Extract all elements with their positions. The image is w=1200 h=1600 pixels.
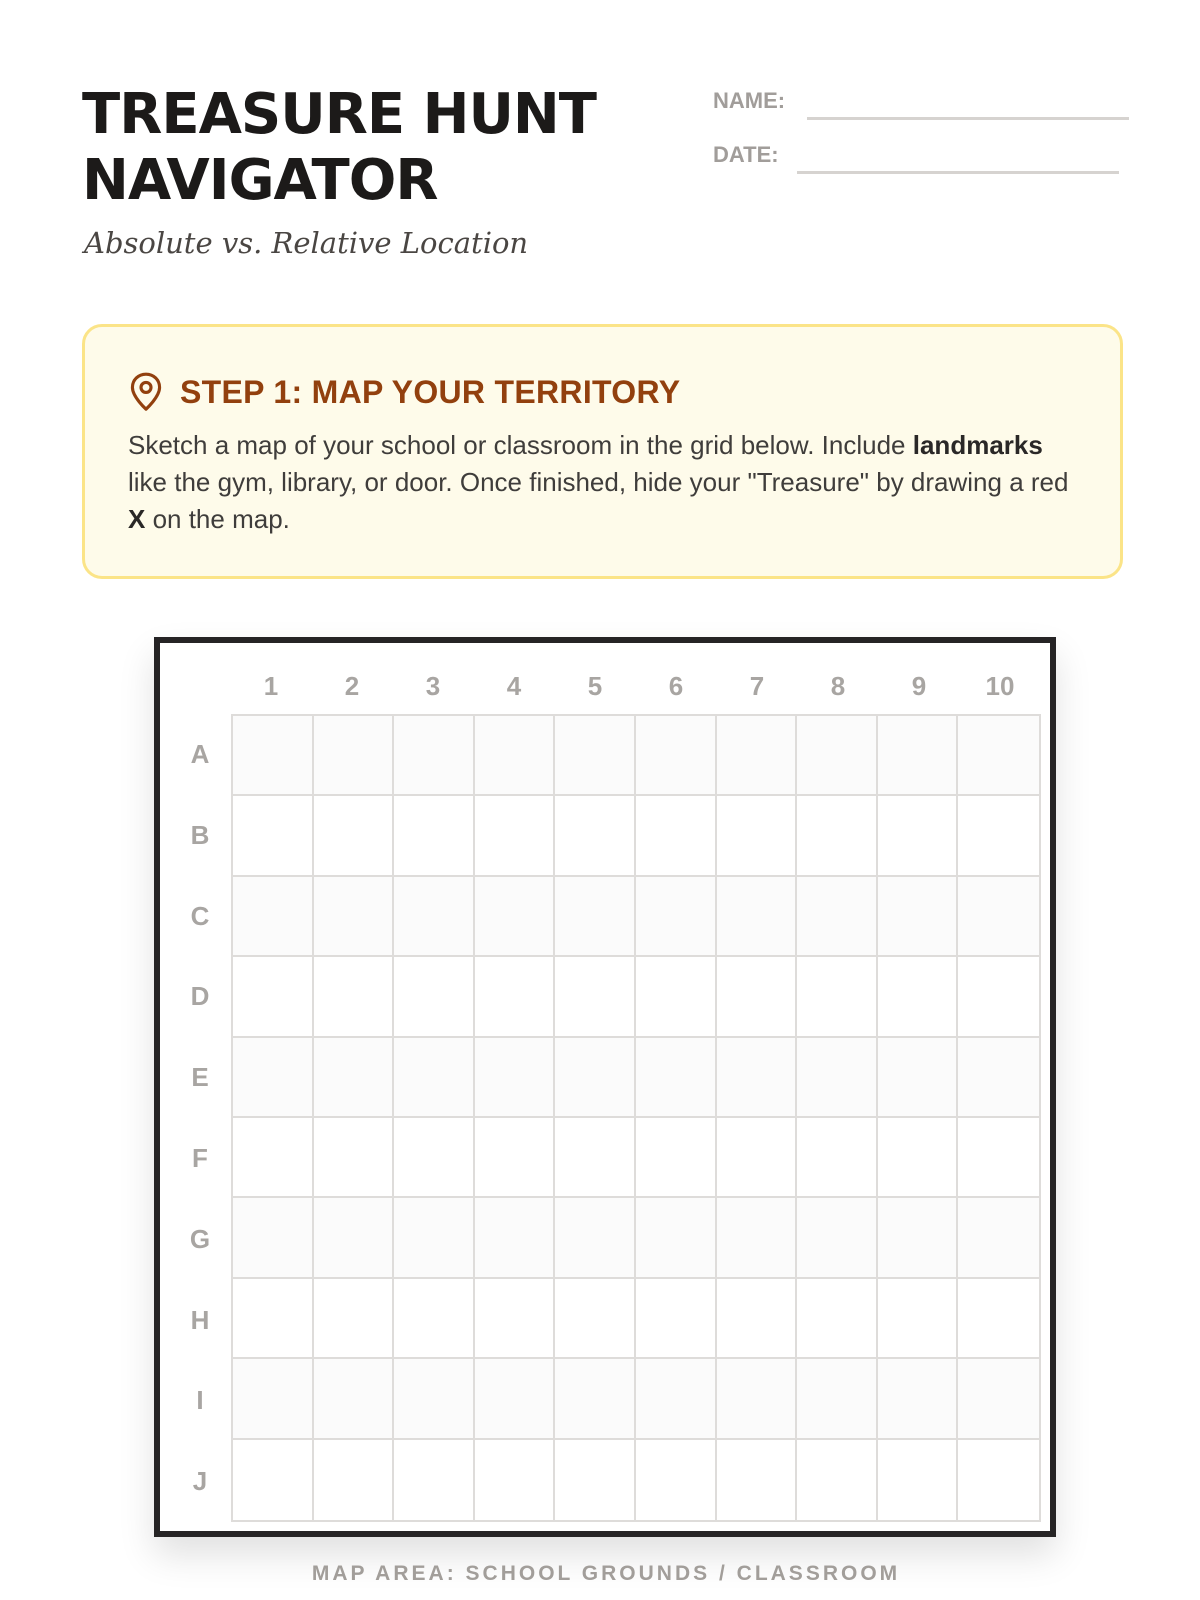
grid-cell[interactable] <box>233 1038 314 1118</box>
grid-cell[interactable] <box>797 1038 878 1118</box>
row-label: H <box>190 1304 210 1335</box>
grid-cell[interactable] <box>475 1359 556 1439</box>
grid-cell[interactable] <box>797 1279 878 1359</box>
row-label: G <box>189 1223 211 1254</box>
grid-cell[interactable] <box>475 796 556 876</box>
instructions-text-3: on the map. <box>145 504 290 534</box>
grid-cell[interactable] <box>636 1118 717 1198</box>
map-frame <box>154 637 1056 1537</box>
grid-cell[interactable] <box>636 877 717 957</box>
instructions-text-2: like the gym, library, or door. Once finished, hide your "Treasure" by drawing a red <box>128 467 1069 497</box>
grid-cell[interactable] <box>314 716 395 796</box>
grid-cell[interactable] <box>797 1440 878 1520</box>
grid-cell[interactable] <box>394 796 475 876</box>
grid-cell[interactable] <box>878 1118 959 1198</box>
grid-cell[interactable] <box>636 716 717 796</box>
grid-cell[interactable] <box>314 877 395 957</box>
column-label: 5 <box>587 671 603 701</box>
grid-cell[interactable] <box>717 957 798 1037</box>
grid-cell[interactable] <box>717 796 798 876</box>
grid-cell[interactable] <box>797 877 878 957</box>
grid-cell[interactable] <box>555 957 636 1037</box>
grid-cell[interactable] <box>717 1198 798 1278</box>
grid-cell[interactable] <box>878 957 959 1037</box>
row-label: E <box>191 1062 209 1093</box>
grid-cell[interactable] <box>717 1359 798 1439</box>
column-label: 4 <box>506 671 522 701</box>
grid-cell[interactable] <box>636 1359 717 1439</box>
grid-cell[interactable] <box>878 1440 959 1520</box>
map-grid[interactable] <box>231 714 1041 1522</box>
row-label: A <box>190 739 210 769</box>
date-label: DATE: <box>713 142 779 167</box>
row-label: J <box>192 1466 208 1497</box>
column-label: 6 <box>668 671 684 701</box>
grid-cell[interactable] <box>394 1038 475 1118</box>
grid-cell[interactable] <box>958 1279 1039 1359</box>
grid-cell[interactable] <box>233 716 314 796</box>
instructions-bold-x: X <box>128 504 146 534</box>
row-label: D <box>190 981 210 1012</box>
grid-cell[interactable] <box>233 1279 314 1359</box>
column-label: 10 <box>985 671 1015 701</box>
map-pin-icon <box>128 372 164 412</box>
grid-cell[interactable] <box>636 1440 717 1520</box>
grid-cell[interactable] <box>475 1038 556 1118</box>
column-label: 1 <box>263 671 279 701</box>
grid-cell[interactable] <box>958 957 1039 1037</box>
grid-cell[interactable] <box>555 1038 636 1118</box>
name-label: NAME: <box>713 88 786 113</box>
grid-cell[interactable] <box>555 1198 636 1278</box>
grid-cell[interactable] <box>878 1198 959 1278</box>
grid-cell[interactable] <box>475 716 556 796</box>
grid-cell[interactable] <box>233 877 314 957</box>
grid-cell[interactable] <box>636 796 717 876</box>
date-line[interactable] <box>797 171 1119 174</box>
grid-cell[interactable] <box>958 1038 1039 1118</box>
grid-cell[interactable] <box>878 1359 959 1439</box>
grid-cell[interactable] <box>555 1279 636 1359</box>
grid-cell[interactable] <box>475 877 556 957</box>
grid-cell[interactable] <box>394 1440 475 1520</box>
grid-cell[interactable] <box>797 796 878 876</box>
instructions-bold-landmarks: landmarks <box>912 430 1043 460</box>
grid-cell[interactable] <box>314 796 395 876</box>
grid-cell[interactable] <box>314 1440 395 1520</box>
grid-cell[interactable] <box>878 796 959 876</box>
column-label: 8 <box>830 671 846 701</box>
grid-cell[interactable] <box>717 1038 798 1118</box>
grid-cell[interactable] <box>717 1118 798 1198</box>
grid-cell[interactable] <box>717 716 798 796</box>
grid-cell[interactable] <box>314 1359 395 1439</box>
grid-cell[interactable] <box>394 716 475 796</box>
grid-cell[interactable] <box>958 716 1039 796</box>
grid-cell[interactable] <box>475 1440 556 1520</box>
title-line-1: TREASURE HUNT <box>82 82 596 147</box>
grid-cell[interactable] <box>555 796 636 876</box>
grid-cell[interactable] <box>475 1198 556 1278</box>
grid-cell[interactable] <box>314 1279 395 1359</box>
grid-cell[interactable] <box>314 1198 395 1278</box>
grid-cell[interactable] <box>717 1440 798 1520</box>
grid-cell[interactable] <box>475 1118 556 1198</box>
worksheet-subtitle: Absolute vs. Relative Location <box>84 226 529 260</box>
grid-cell[interactable] <box>475 957 556 1037</box>
grid-cell[interactable] <box>797 1198 878 1278</box>
grid-cell[interactable] <box>555 1359 636 1439</box>
grid-cell[interactable] <box>314 1118 395 1198</box>
grid-cell[interactable] <box>394 1118 475 1198</box>
row-label: B <box>190 819 210 850</box>
grid-cell[interactable] <box>636 1279 717 1359</box>
grid-cell[interactable] <box>878 1038 959 1118</box>
grid-cell[interactable] <box>394 957 475 1037</box>
grid-cell[interactable] <box>636 1198 717 1278</box>
grid-cell[interactable] <box>797 1118 878 1198</box>
step1-instructions <box>128 427 1088 538</box>
grid-cell[interactable] <box>958 1440 1039 1520</box>
grid-cell[interactable] <box>717 1279 798 1359</box>
grid-cell[interactable] <box>636 957 717 1037</box>
grid-cell[interactable] <box>475 1279 556 1359</box>
grid-cell[interactable] <box>797 1359 878 1439</box>
grid-cell[interactable] <box>797 716 878 796</box>
grid-cell[interactable] <box>233 796 314 876</box>
row-label: C <box>190 900 210 931</box>
column-label: 3 <box>425 671 441 701</box>
grid-cell[interactable] <box>878 1279 959 1359</box>
grid-cell[interactable] <box>636 1038 717 1118</box>
grid-cell[interactable] <box>314 957 395 1037</box>
column-label: 7 <box>749 671 765 701</box>
title-line-2: NAVIGATOR <box>82 148 438 213</box>
grid-cell[interactable] <box>878 877 959 957</box>
grid-cell[interactable] <box>233 957 314 1037</box>
grid-cell[interactable] <box>233 1359 314 1439</box>
grid-cell[interactable] <box>555 1118 636 1198</box>
grid-cell[interactable] <box>958 1118 1039 1198</box>
grid-cell[interactable] <box>394 1198 475 1278</box>
name-field[interactable] <box>713 88 785 114</box>
grid-cell[interactable] <box>797 957 878 1037</box>
grid-cell[interactable] <box>958 877 1039 957</box>
grid-cell[interactable] <box>958 796 1039 876</box>
grid-cell[interactable] <box>555 716 636 796</box>
grid-cell[interactable] <box>958 1359 1039 1439</box>
grid-cell[interactable] <box>878 716 959 796</box>
grid-cell[interactable] <box>555 1440 636 1520</box>
row-label: I <box>196 1385 204 1416</box>
grid-cell[interactable] <box>394 1359 475 1439</box>
column-label: 2 <box>344 671 360 701</box>
step1-header <box>128 372 680 412</box>
grid-cell[interactable] <box>394 1279 475 1359</box>
instructions-text-1: Sketch a map of your school or classroom in the grid below. Include <box>128 430 913 460</box>
grid-cell[interactable] <box>717 877 798 957</box>
grid-cell[interactable] <box>314 1038 395 1118</box>
grid-cell[interactable] <box>394 877 475 957</box>
grid-cell[interactable] <box>555 877 636 957</box>
step1-title: STEP 1: MAP YOUR TERRITORY <box>180 373 681 410</box>
row-label: F <box>192 1143 208 1173</box>
grid-cell[interactable] <box>233 1440 314 1520</box>
grid-cell[interactable] <box>233 1118 314 1198</box>
worksheet-title <box>82 82 596 214</box>
grid-cell[interactable] <box>958 1198 1039 1278</box>
map-caption: MAP AREA: SCHOOL GROUNDS / CLASSROOM <box>311 1562 901 1585</box>
name-line[interactable] <box>807 117 1129 120</box>
grid-cell[interactable] <box>233 1198 314 1278</box>
step1-box <box>82 324 1123 579</box>
date-field[interactable] <box>713 142 779 168</box>
column-label: 9 <box>911 671 927 701</box>
